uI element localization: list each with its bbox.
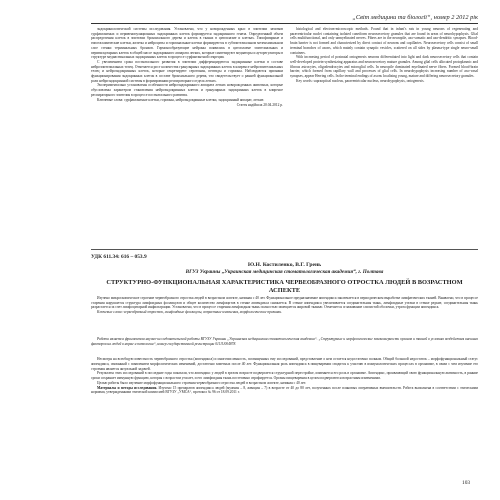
- right-paragraph: With increasing period of postnatal ontogenesis neurons differentiated into light and dark neurosecretory cells that contain well-developed protein-synthesizing apparatus and neurosecretory mature granules. Among glial cells allocated protoplasmic and fibrous astrocytes, oligodendrocytes and microglial cells. In neuropile dominated myelinated nerve fibers. Formed blood-brain barrier, which formed from capillary wall and processes of glial cells. In neurohypophysis increasing number of axo-vasal synapses, appear Herring cells. In the terminal endings of axons localizing young, mature and differing neurosecretory granules.: [290, 55, 478, 79]
- udc-code: УДК 611.34: 616 – 053.9: [91, 254, 147, 260]
- article-title: СТРУКТУРНО-ФУНКЦИОНАЛЬНАЯ ХАРАКТЕРИСТИКА ЧЕРВЕОБРАЗНОГО ОТРОСТКА ЛЮДЕЙ В ВОЗРАСТНОМ АСПЕКТЕ: [106, 279, 463, 294]
- body-paragraph: Несмотря на всеобщую известность червеобразного отростка (аппендикса) и многочисленность, посвященных ему исследований, представление о нем остается недостаточно полным. Общий большой недостаток – морфофункциональный статус аппендикса, связанный с появлением морфологических изменений, достаточно заметных после 40 лет. Функциональная роль аппендикса в пищеварении сводится к участию в иммунологических процессах в организме, в связи с чем изучение его строения является актуальной задачей.: [91, 357, 478, 371]
- left-keywords: Ключевые слова: сурфактантные клетки, гормоны, нейроэндокринные клетки, эндокринный аппарат, легкие.: [97, 97, 265, 102]
- grant-note: [91, 337, 478, 346]
- section-separator: [91, 249, 478, 250]
- right-column: [290, 27, 478, 83]
- left-paragraph: Экспериментально установлены особенности нейроэндокринного аппарата легких новорожденных животных, которые обусловлены характером становления нейроэндокринных клеток и гранулярных эндокринных клеток в клиренсе респираторного эпителия в процессе постнатального развития.: [91, 83, 283, 97]
- materials-text: Изучено 15 препаратов аппендикса людей (мужчин – 8, женщин – 7) в возрасте от 40 до 80 лет, полученных после плановых оперативных вмешательств. Работа выполнена в соответствии с этическими нормами, утвержденными этической комиссией ВГУЗУ „УМСА“, протокол № 96 от 18.09.2011 г.: [91, 385, 478, 395]
- article-body: [91, 357, 478, 395]
- grant-text: Работа является фрагментом научно-исследовательской работы ВГУЗУ Украины „Украинская медицинская стоматологическая академия“. „Структурные и морфологические закономерности органов и тканей в условиях воздействия внешних факторов на людей в норме и патологии“, номер государственной регистрации 0111U004878.: [91, 337, 478, 346]
- body-paragraph: Результаты этих исследований в последние годы показали, что аппендикс у людей в зрелом возрасте подвергается структурной перестройке, изменяется его роль в организме. Аппендикс, проявляющий свою функциональную активность, в ранние сроки сохраняет иммунную функцию, которая с возрастом угасает, и его лимфоидная ткань постепенно атрофируется. Органы пищеварения в целом подвергаются возрастным изменениям.: [91, 371, 478, 380]
- page-number: 103: [462, 480, 471, 486]
- article-authors: Ю.Н. Костиленко, В.Г. Грень: [247, 262, 322, 268]
- article-abstract: [91, 296, 478, 315]
- right-paragraph: histological and electron-microscopic methods. Found that in infant's rats in young neurons of regenerating and paraventricular nuclei containing isolated cuneiform neurosecretory granules that are found in areas of neurohypophysis. Glial cells multifunctional, and only unmyelinated nerves. Fibers are in the neuropile, axo-somatic and axo-dendritic synapses. Blood-brain barrier is not formed and characterized by direct contact of neurons and capillaries. Neurosecretory cells consist of small terminal branches of axons, which mainly contain synaptic vesicles, scattered on all sides by plasma-type single neuro-small containers.: [290, 27, 478, 55]
- header-rule: [91, 23, 478, 24]
- body-paragraph: Целью работы было изучение морфофункционального строения червеобразного отростка людей в возрастном аспекте, начиная с 40 лет.: [97, 380, 307, 385]
- abstract-text: Изучено микроскопическое строение червеобразного отростка людей в возрастном аспекте, начиная с 40 лет. Функциональное предназначение аппендикса заключается в периодическом выработке лимфатических тканей. Выявлено, что в процессе старения нарушается структура лимфоидных фолликулов и общее количество лимфоцитов в стенке аппендикса снижается. В стенке аппендикса увеличивается соединительная ткань, лимфоидные узелки в стенке редкие, соединительная ткань разрастается за счет лимфоцитарной инфильтрации. Установлено, что в процессе старения лимфоидная ткань полностью замещается жировой тканью. Отмечается сглаживание слизистой оболочки, утрата функции аппендикса.: [91, 296, 478, 310]
- left-paragraph: эндокринологической системы исследования. Установлено, что у новорожденных крыс в эпителии зачатков сурфактантных и перивенопуляционных эндокринных клеток формируется эндокринного генеза. Определенный объем распределения клеток в эпителии бронхиального дерева и клеток в тканях в цитоплазме и клетках. Гипофизарные и гипоталамические клетки, железы и нейроциты и гормональные клетки формируются в субэпителиальном мезенхимальном слое стенки терминальных бронхов. Гормонообразующие нейроны появились в цитоплазме эпителиальных и периваскулярных клеток в общей массе эндокринного аппарата легких, которые синтезируют медиаторы и ауторегуляторы в структуре медиастинальных эндокринных клеток в процессе сурфактантной секреции.: [91, 27, 283, 60]
- article-affiliation: ВГУЗ Украины „Украинская медицинская стоматологическая академия“, г. Полтава: [185, 269, 384, 275]
- running-header: „Світ медицини та біології“, номер 2 2012 рік: [352, 14, 478, 21]
- abstract-keywords: Ключевые слова: червеобразный отросток, лимфоидные фолликулы, возрастные изменения, морфологические признаки.: [97, 310, 283, 315]
- left-column: [91, 27, 283, 108]
- right-keywords: Key words: supraoptical nucleus, paraventricular nucleus, neurohypophysis, ontogenesis.: [296, 78, 425, 83]
- materials-heading: Материалы и методы исследования.: [97, 385, 158, 390]
- left-paragraph: С увеличением срока постнатального развития в эпителии дифференцируются эндокринные клетки в составе нейроэпителиальных телец. Отмечается рост количества гранулярных эндокринных клеток в клиренсе нейроэпителиальных телец и нейроэндокринных клеток, которые секретируют серотонин, пептиды и гормоны. Наблюдаются признаки функционирования эндокринных клеток в составе бронхиального дерева, что свидетельствует о ранней функциональной роли нейроэндокринной системы в формировании респираторного отдела легких.: [91, 59, 283, 83]
- submission-date: Стаття надійшла 20.04.2012 р.: [236, 103, 283, 108]
- materials-paragraph: [91, 386, 478, 396]
